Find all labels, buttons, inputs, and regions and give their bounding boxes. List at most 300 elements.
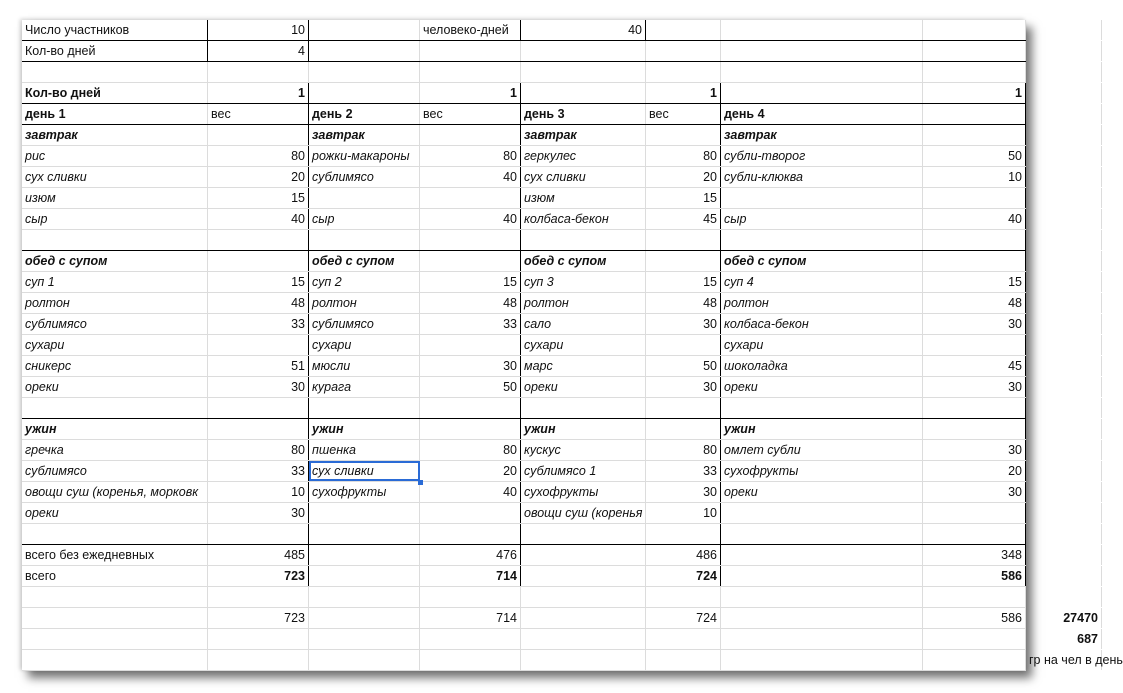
sheet-cell[interactable]: сыр bbox=[22, 209, 208, 229]
sheet-cell[interactable]: 27470 bbox=[1026, 608, 1102, 628]
sheet-cell[interactable]: 15 bbox=[923, 272, 1026, 292]
sheet-cell[interactable]: 1 bbox=[646, 83, 721, 103]
sheet-cell[interactable] bbox=[521, 608, 646, 628]
sheet-cell[interactable] bbox=[420, 419, 521, 439]
sheet-cell[interactable]: 40 bbox=[208, 209, 309, 229]
sheet-cell[interactable]: сух сливки bbox=[309, 461, 420, 481]
sheet-cell[interactable] bbox=[721, 20, 923, 40]
sheet-cell[interactable] bbox=[309, 608, 420, 628]
sheet-cell[interactable] bbox=[22, 608, 208, 628]
selection-fill-handle[interactable] bbox=[418, 480, 423, 485]
sheet-cell[interactable] bbox=[208, 629, 309, 649]
sheet-cell[interactable]: 51 bbox=[208, 356, 309, 376]
sheet-cell[interactable] bbox=[521, 587, 646, 607]
sheet-cell[interactable]: марс bbox=[521, 356, 646, 376]
sheet-cell[interactable] bbox=[646, 335, 721, 355]
sheet-cell[interactable] bbox=[521, 629, 646, 649]
sheet-cell[interactable]: сублимясо bbox=[22, 461, 208, 481]
sheet-row bbox=[22, 461, 1026, 482]
sheet-cell[interactable]: изюм bbox=[521, 188, 646, 208]
sheet-cell[interactable]: сыр bbox=[721, 209, 923, 229]
sheet-row bbox=[22, 41, 1026, 62]
sheet-cell[interactable]: пшенка bbox=[309, 440, 420, 460]
sheet-cell[interactable]: 1 bbox=[420, 83, 521, 103]
sheet-cell[interactable]: 30 bbox=[923, 482, 1026, 502]
sheet-cell[interactable]: вес bbox=[420, 104, 521, 124]
sheet-cell[interactable]: вес bbox=[646, 104, 721, 124]
sheet-cell[interactable]: 20 bbox=[923, 461, 1026, 481]
sheet-cell[interactable] bbox=[22, 230, 208, 250]
sheet-cell[interactable] bbox=[1026, 251, 1102, 271]
sheet-cell[interactable] bbox=[521, 545, 646, 565]
sheet-cell[interactable]: 80 bbox=[208, 440, 309, 460]
sheet-cell[interactable]: сухари bbox=[22, 335, 208, 355]
sheet-cell[interactable]: Кол-во дней bbox=[22, 83, 208, 103]
sheet-cell[interactable]: 723 bbox=[208, 566, 309, 586]
sheet-cell[interactable] bbox=[22, 650, 208, 670]
sheet-cell[interactable]: 40 bbox=[420, 209, 521, 229]
sheet-cell[interactable] bbox=[646, 230, 721, 250]
sheet-cell[interactable]: 485 bbox=[208, 545, 309, 565]
sheet-row bbox=[22, 272, 1026, 293]
sheet-cell[interactable]: геркулес bbox=[521, 146, 646, 166]
sheet-cell[interactable] bbox=[923, 398, 1026, 418]
sheet-cell[interactable] bbox=[721, 398, 923, 418]
sheet-cell[interactable]: сублимясо bbox=[22, 314, 208, 334]
sheet-cell[interactable] bbox=[646, 398, 721, 418]
sheet-cell[interactable] bbox=[1026, 146, 1102, 166]
sheet-cell[interactable]: 40 bbox=[420, 482, 521, 502]
sheet-cell[interactable] bbox=[923, 503, 1026, 523]
sheet-cell[interactable]: ужин bbox=[521, 419, 646, 439]
sheet-cell[interactable]: курага bbox=[309, 377, 420, 397]
sheet-cell[interactable] bbox=[420, 251, 521, 271]
sheet-cell[interactable]: 45 bbox=[923, 356, 1026, 376]
sheet-cell[interactable] bbox=[420, 503, 521, 523]
sheet-cell[interactable]: 20 bbox=[646, 167, 721, 187]
sheet-cell[interactable] bbox=[923, 524, 1026, 544]
sheet-cell[interactable]: сублимясо 1 bbox=[521, 461, 646, 481]
sheet-cell[interactable]: 33 bbox=[208, 461, 309, 481]
sheet-cell[interactable] bbox=[420, 629, 521, 649]
sheet-cell[interactable] bbox=[1026, 419, 1102, 439]
sheet-cell[interactable]: 1 bbox=[923, 83, 1026, 103]
sheet-cell[interactable]: обед с супом bbox=[721, 251, 923, 271]
sheet-cell[interactable]: кускус bbox=[521, 440, 646, 460]
sheet-cell[interactable]: вес bbox=[208, 104, 309, 124]
sheet-cell[interactable] bbox=[1026, 83, 1102, 103]
sheet-cell[interactable]: 30 bbox=[923, 440, 1026, 460]
sheet-cell[interactable]: 714 bbox=[420, 608, 521, 628]
sheet-cell[interactable] bbox=[521, 41, 646, 61]
sheet-cell[interactable] bbox=[1026, 335, 1102, 355]
sheet-cell[interactable]: всего bbox=[22, 566, 208, 586]
sheet-cell[interactable] bbox=[22, 629, 208, 649]
sheet-cell[interactable] bbox=[309, 41, 420, 61]
sheet-cell[interactable] bbox=[420, 650, 521, 670]
sheet-cell[interactable]: 4 bbox=[208, 41, 309, 61]
sheet-cell[interactable]: 40 bbox=[420, 167, 521, 187]
sheet-cell[interactable] bbox=[721, 608, 923, 628]
sheet-cell[interactable] bbox=[923, 419, 1026, 439]
sheet-cell[interactable] bbox=[721, 524, 923, 544]
sheet-cell[interactable]: Кол-во дней bbox=[22, 41, 208, 61]
sheet-cell[interactable] bbox=[521, 650, 646, 670]
sheet-cell[interactable]: 80 bbox=[420, 440, 521, 460]
sheet-row bbox=[22, 608, 1098, 629]
sheet-cell[interactable]: ролтон bbox=[721, 293, 923, 313]
sheet-cell[interactable] bbox=[1026, 587, 1102, 607]
sheet-cell[interactable]: суп 2 bbox=[309, 272, 420, 292]
sheet-cell[interactable] bbox=[1026, 440, 1102, 460]
sheet-cell[interactable]: ужин bbox=[721, 419, 923, 439]
sheet-cell[interactable] bbox=[923, 62, 1026, 82]
sheet-row bbox=[22, 209, 1026, 230]
sheet-row bbox=[22, 62, 1026, 83]
sheet-cell[interactable] bbox=[923, 20, 1026, 40]
sheet-cell[interactable] bbox=[923, 104, 1026, 124]
sheet-cell[interactable]: суп 4 bbox=[721, 272, 923, 292]
sheet-cell[interactable]: 10 bbox=[646, 503, 721, 523]
sheet-row bbox=[22, 419, 1026, 440]
sheet-cell[interactable] bbox=[1026, 377, 1102, 397]
sheet-cell[interactable] bbox=[1026, 461, 1102, 481]
sheet-cell[interactable] bbox=[521, 566, 646, 586]
sheet-cell[interactable] bbox=[22, 587, 208, 607]
sheet-cell[interactable]: 80 bbox=[646, 146, 721, 166]
sheet-cell[interactable] bbox=[420, 398, 521, 418]
sheet-cell[interactable]: изюм bbox=[22, 188, 208, 208]
sheet-cell[interactable] bbox=[923, 188, 1026, 208]
sheet-cell[interactable]: сублимясо bbox=[309, 314, 420, 334]
sheet-cell[interactable]: мюсли bbox=[309, 356, 420, 376]
sheet-cell[interactable]: сыр bbox=[309, 209, 420, 229]
sheet-cell[interactable] bbox=[309, 524, 420, 544]
sheet-cell[interactable] bbox=[309, 650, 420, 670]
sheet-row bbox=[22, 650, 1123, 671]
sheet-cell[interactable] bbox=[1026, 167, 1102, 187]
sheet-cell[interactable]: завтрак bbox=[309, 125, 420, 145]
sheet-cell[interactable]: омлет субли bbox=[721, 440, 923, 460]
sheet-cell[interactable] bbox=[521, 62, 646, 82]
sheet-cell[interactable] bbox=[646, 524, 721, 544]
sheet-cell[interactable]: сухари bbox=[521, 335, 646, 355]
sheet-cell[interactable]: сухофрукты bbox=[721, 461, 923, 481]
sheet-row bbox=[22, 293, 1026, 314]
sheet-cell[interactable]: колбаса-бекон bbox=[521, 209, 646, 229]
sheet-cell[interactable] bbox=[721, 545, 923, 565]
sheet-cell[interactable]: 1 bbox=[208, 83, 309, 103]
sheet-cell[interactable]: 476 bbox=[420, 545, 521, 565]
sheet-cell[interactable] bbox=[1026, 503, 1102, 523]
sheet-row bbox=[22, 482, 1026, 503]
sheet-cell[interactable]: 15 bbox=[646, 188, 721, 208]
sheet-cell[interactable]: день 2 bbox=[309, 104, 420, 124]
sheet-cell[interactable] bbox=[646, 419, 721, 439]
sheet-cell[interactable] bbox=[1026, 566, 1102, 586]
sheet-cell[interactable]: 48 bbox=[420, 293, 521, 313]
sheet-cell[interactable]: 30 bbox=[923, 314, 1026, 334]
sheet-cell[interactable]: ореки bbox=[721, 377, 923, 397]
sheet-cell[interactable]: сух сливки bbox=[521, 167, 646, 187]
sheet-row bbox=[22, 503, 1026, 524]
sheet-cell[interactable]: день 3 bbox=[521, 104, 646, 124]
sheet-cell[interactable] bbox=[721, 62, 923, 82]
sheet-cell[interactable] bbox=[1026, 482, 1102, 502]
sheet-cell[interactable]: ужин bbox=[309, 419, 420, 439]
sheet-cell[interactable]: 10 bbox=[208, 482, 309, 502]
sheet-cell[interactable] bbox=[208, 587, 309, 607]
sheet-cell[interactable]: обед с супом bbox=[309, 251, 420, 271]
sheet-cell[interactable]: сухари bbox=[309, 335, 420, 355]
sheet-cell[interactable]: 50 bbox=[923, 146, 1026, 166]
sheet-cell[interactable]: сухофрукты bbox=[521, 482, 646, 502]
sheet-cell[interactable]: 45 bbox=[646, 209, 721, 229]
sheet-cell[interactable]: колбаса-бекон bbox=[721, 314, 923, 334]
sheet-row bbox=[22, 104, 1026, 125]
sheet-cell[interactable]: 80 bbox=[646, 440, 721, 460]
sheet-cell[interactable] bbox=[208, 335, 309, 355]
sheet-cell[interactable]: 348 bbox=[923, 545, 1026, 565]
sheet-cell[interactable]: 724 bbox=[646, 566, 721, 586]
sheet-cell[interactable] bbox=[1026, 188, 1102, 208]
sheet-cell[interactable] bbox=[208, 524, 309, 544]
sheet-cell[interactable]: 15 bbox=[208, 272, 309, 292]
sheet-cell[interactable] bbox=[1026, 62, 1102, 82]
sheet-cell[interactable] bbox=[721, 503, 923, 523]
sheet-cell[interactable] bbox=[721, 629, 923, 649]
sheet-cell[interactable]: 80 bbox=[208, 146, 309, 166]
sheet-cell[interactable]: Число участников bbox=[22, 20, 208, 40]
sheet-cell[interactable] bbox=[1026, 398, 1102, 418]
sheet-cell[interactable] bbox=[1026, 545, 1102, 565]
sheet-cell[interactable] bbox=[309, 20, 420, 40]
sheet-cell[interactable] bbox=[646, 20, 721, 40]
sheet-cell[interactable] bbox=[1026, 41, 1102, 61]
sheet-cell[interactable] bbox=[420, 335, 521, 355]
sheet-cell[interactable] bbox=[923, 650, 1026, 670]
sheet-cell[interactable]: ореки bbox=[721, 482, 923, 502]
sheet-cell[interactable]: 48 bbox=[923, 293, 1026, 313]
sheet-cell[interactable]: суп 3 bbox=[521, 272, 646, 292]
sheet-cell[interactable]: ужин bbox=[22, 419, 208, 439]
sheet-cell[interactable] bbox=[208, 251, 309, 271]
sheet-cell[interactable]: обед с супом bbox=[521, 251, 646, 271]
sheet-cell[interactable]: 30 bbox=[208, 503, 309, 523]
sheet-cell[interactable] bbox=[309, 83, 420, 103]
sheet-cell[interactable]: 10 bbox=[923, 167, 1026, 187]
sheet-cell[interactable]: сникерс bbox=[22, 356, 208, 376]
sheet-cell[interactable] bbox=[1026, 524, 1102, 544]
sheet-cell[interactable]: 33 bbox=[208, 314, 309, 334]
sheet-cell[interactable] bbox=[646, 650, 721, 670]
sheet-cell[interactable]: ореки bbox=[521, 377, 646, 397]
sheet-cell[interactable]: обед с супом bbox=[22, 251, 208, 271]
sheet-cell[interactable] bbox=[420, 188, 521, 208]
sheet-cell[interactable]: день 4 bbox=[721, 104, 923, 124]
sheet-cell[interactable]: 33 bbox=[420, 314, 521, 334]
sheet-cell[interactable] bbox=[309, 503, 420, 523]
sheet-cell[interactable]: ореки bbox=[22, 503, 208, 523]
sheet-cell[interactable] bbox=[923, 125, 1026, 145]
sheet-cell[interactable] bbox=[721, 587, 923, 607]
sheet-cell[interactable]: 10 bbox=[208, 20, 309, 40]
sheet-cell[interactable]: 50 bbox=[646, 356, 721, 376]
sheet-cell[interactable]: 30 bbox=[208, 377, 309, 397]
sheet-row bbox=[22, 356, 1026, 377]
sheet-cell[interactable] bbox=[721, 230, 923, 250]
sheet-cell[interactable]: 723 bbox=[208, 608, 309, 628]
sheet-cell[interactable] bbox=[420, 62, 521, 82]
sheet-cell[interactable] bbox=[521, 83, 646, 103]
sheet-cell[interactable] bbox=[22, 524, 208, 544]
sheet-cell[interactable] bbox=[646, 62, 721, 82]
sheet-cell[interactable]: сухофрукты bbox=[309, 482, 420, 502]
sheet-cell[interactable]: завтрак bbox=[721, 125, 923, 145]
sheet-cell[interactable] bbox=[521, 230, 646, 250]
sheet-cell[interactable]: день 1 bbox=[22, 104, 208, 124]
sheet-cell[interactable] bbox=[1026, 293, 1102, 313]
sheet-cell[interactable] bbox=[420, 230, 521, 250]
sheet-cell[interactable]: ролтон bbox=[22, 293, 208, 313]
sheet-cell[interactable]: овощи суш (коренья bbox=[521, 503, 646, 523]
sheet-cell[interactable] bbox=[208, 398, 309, 418]
sheet-cell[interactable] bbox=[208, 650, 309, 670]
sheet-cell[interactable]: 30 bbox=[420, 356, 521, 376]
sheet-cell[interactable] bbox=[309, 398, 420, 418]
sheet-cell[interactable] bbox=[721, 41, 923, 61]
sheet-cell[interactable] bbox=[22, 62, 208, 82]
sheet-cell[interactable] bbox=[309, 62, 420, 82]
sheet-cell[interactable] bbox=[923, 230, 1026, 250]
sheet-cell[interactable]: гр на чел в день bbox=[1026, 650, 1102, 670]
sheet-cell[interactable] bbox=[923, 335, 1026, 355]
sheet-cell[interactable] bbox=[309, 545, 420, 565]
sheet-cell[interactable]: завтрак bbox=[22, 125, 208, 145]
sheet-cell[interactable]: человеко-дней bbox=[420, 20, 521, 40]
sheet-cell[interactable]: 40 bbox=[521, 20, 646, 40]
sheet-cell[interactable] bbox=[521, 524, 646, 544]
sheet-cell[interactable]: 40 bbox=[923, 209, 1026, 229]
sheet-cell[interactable]: 20 bbox=[208, 167, 309, 187]
sheet-cell[interactable] bbox=[309, 230, 420, 250]
sheet-cell[interactable] bbox=[1026, 209, 1102, 229]
sheet-cell[interactable]: субли-творог bbox=[721, 146, 923, 166]
sheet-cell[interactable]: рожки-макароны bbox=[309, 146, 420, 166]
sheet-cell[interactable]: 33 bbox=[646, 461, 721, 481]
sheet-cell[interactable]: 48 bbox=[208, 293, 309, 313]
sheet-row bbox=[22, 524, 1026, 545]
sheet-cell[interactable] bbox=[646, 125, 721, 145]
sheet-cell[interactable]: 15 bbox=[420, 272, 521, 292]
sheet-row bbox=[22, 566, 1026, 587]
sheet-cell[interactable]: 30 bbox=[646, 314, 721, 334]
sheet-row bbox=[22, 125, 1026, 146]
sheet-cell[interactable]: 724 bbox=[646, 608, 721, 628]
sheet-cell[interactable]: сухари bbox=[721, 335, 923, 355]
sheet-cell[interactable] bbox=[646, 41, 721, 61]
sheet-cell[interactable]: 15 bbox=[646, 272, 721, 292]
sheet-cell[interactable]: суп 1 bbox=[22, 272, 208, 292]
sheet-cell[interactable]: 20 bbox=[420, 461, 521, 481]
sheet-cell[interactable] bbox=[646, 251, 721, 271]
sheet-cell[interactable] bbox=[923, 587, 1026, 607]
sheet-cell[interactable] bbox=[923, 251, 1026, 271]
sheet-cell[interactable]: завтрак bbox=[521, 125, 646, 145]
sheet-cell[interactable]: 30 bbox=[923, 377, 1026, 397]
sheet-cell[interactable]: субли-клюква bbox=[721, 167, 923, 187]
sheet-cell[interactable] bbox=[420, 524, 521, 544]
sheet-cell[interactable] bbox=[208, 62, 309, 82]
sheet-cell[interactable]: сух сливки bbox=[22, 167, 208, 187]
sheet-row bbox=[22, 188, 1026, 209]
sheet-cell[interactable] bbox=[309, 587, 420, 607]
sheet-cell[interactable] bbox=[208, 125, 309, 145]
sheet-cell[interactable]: гречка bbox=[22, 440, 208, 460]
sheet-cell[interactable]: 80 bbox=[420, 146, 521, 166]
sheet-cell[interactable]: овощи суш (коренья, морковк bbox=[22, 482, 208, 502]
sheet-cell[interactable]: всего без ежедневных bbox=[22, 545, 208, 565]
sheet-cell[interactable] bbox=[1026, 104, 1102, 124]
sheet-cell[interactable]: 486 bbox=[646, 545, 721, 565]
sheet-cell[interactable] bbox=[521, 398, 646, 418]
sheet-cell[interactable] bbox=[646, 629, 721, 649]
sheet-cell[interactable] bbox=[22, 398, 208, 418]
sheet-cell[interactable] bbox=[1026, 356, 1102, 376]
sheet-row bbox=[22, 251, 1026, 272]
sheet-cell[interactable] bbox=[1026, 230, 1102, 250]
sheet-cell[interactable]: 48 bbox=[646, 293, 721, 313]
sheet-cell[interactable] bbox=[420, 125, 521, 145]
sheet-cell[interactable]: 586 bbox=[923, 608, 1026, 628]
sheet-cell[interactable]: сало bbox=[521, 314, 646, 334]
sheet-cell[interactable] bbox=[721, 566, 923, 586]
sheet-cell[interactable]: 714 bbox=[420, 566, 521, 586]
sheet-cell[interactable] bbox=[1026, 314, 1102, 334]
sheet-cell[interactable] bbox=[420, 587, 521, 607]
sheet-cell[interactable] bbox=[923, 41, 1026, 61]
sheet-cell[interactable] bbox=[208, 419, 309, 439]
sheet-cell[interactable]: 15 bbox=[208, 188, 309, 208]
sheet-cell[interactable]: 30 bbox=[646, 482, 721, 502]
sheet-cell[interactable]: 30 bbox=[646, 377, 721, 397]
sheet-cell[interactable] bbox=[309, 629, 420, 649]
sheet-cell[interactable]: ореки bbox=[22, 377, 208, 397]
sheet-cell[interactable] bbox=[208, 230, 309, 250]
sheet-cell[interactable] bbox=[309, 188, 420, 208]
sheet-cell[interactable]: рис bbox=[22, 146, 208, 166]
sheet-cell[interactable]: сублимясо bbox=[309, 167, 420, 187]
sheet-row bbox=[22, 83, 1026, 104]
sheet-cell[interactable] bbox=[721, 188, 923, 208]
sheet-cell[interactable]: 50 bbox=[420, 377, 521, 397]
sheet-cell[interactable] bbox=[721, 83, 923, 103]
sheet-cell[interactable] bbox=[420, 41, 521, 61]
sheet-cell[interactable]: ролтон bbox=[309, 293, 420, 313]
sheet-cell[interactable] bbox=[721, 650, 923, 670]
sheet-cell[interactable]: ролтон bbox=[521, 293, 646, 313]
sheet-cell[interactable] bbox=[923, 629, 1026, 649]
sheet-cell[interactable]: шоколадка bbox=[721, 356, 923, 376]
sheet-cell[interactable] bbox=[1026, 20, 1102, 40]
sheet-cell[interactable] bbox=[1026, 272, 1102, 292]
sheet-cell[interactable] bbox=[646, 587, 721, 607]
sheet-cell[interactable] bbox=[1026, 125, 1102, 145]
sheet-cell[interactable] bbox=[309, 566, 420, 586]
sheet-cell[interactable]: 586 bbox=[923, 566, 1026, 586]
sheet-cell[interactable]: 687 bbox=[1026, 629, 1102, 649]
sheet-row bbox=[22, 335, 1026, 356]
